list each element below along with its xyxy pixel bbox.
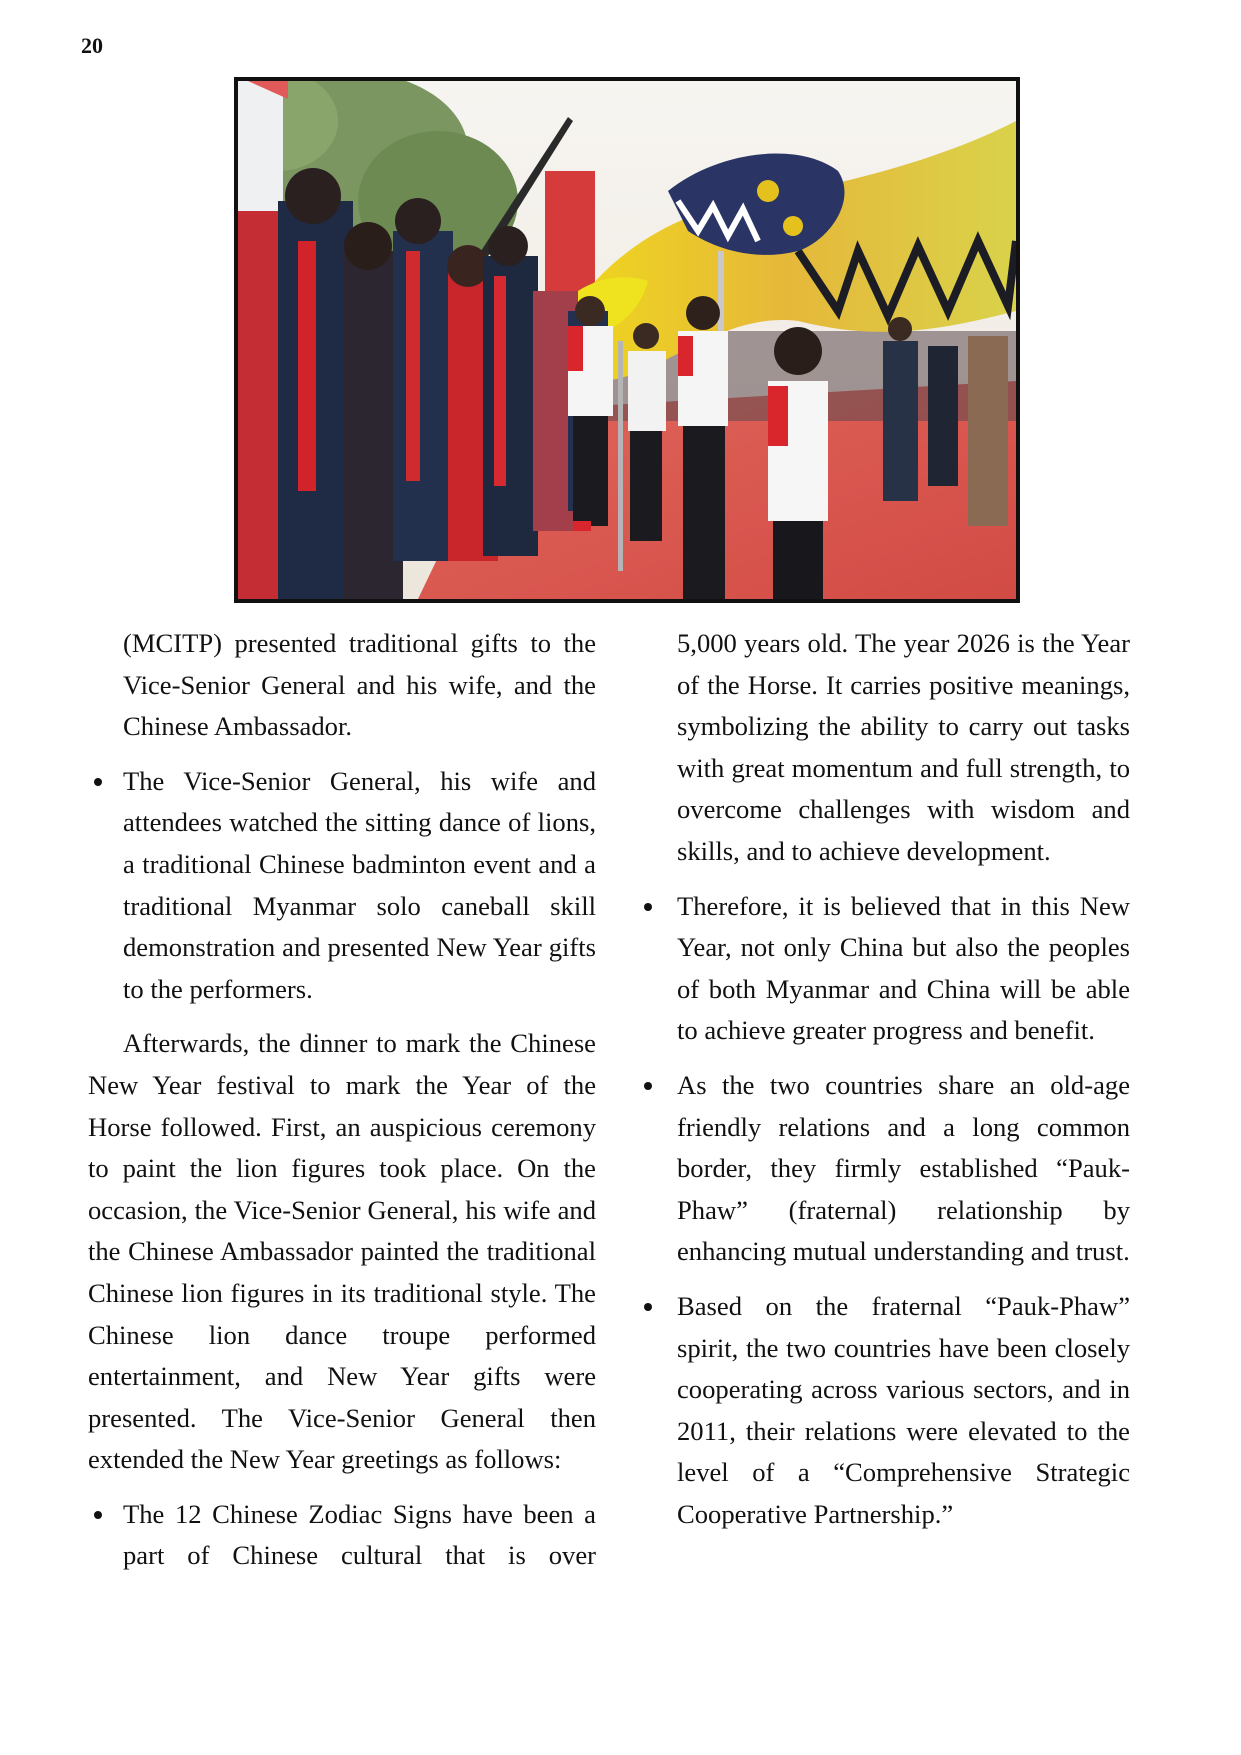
bullet-item: Therefore, it is believed that in this New Year, not only China but also the peoples of both Myanmar and China will be able to achieve greater progress and benefit. [640,886,1130,1052]
paragraph-continuation: 5,000 years old. The year 2026 is the Year of the Horse. It carries positive meanings, symbolizing the ability to carry out tasks with great momentum and full strength, to overcome challenges with wisdom and skills, and to achieve development. [677,628,1130,866]
dragon-dance-photo-illustration [238,81,1016,599]
bullet-item: The 12 Chinese Zodiac Signs have been a part of Chinese cultural that is over [88,1494,596,1577]
page-number: 20 [81,33,103,58]
event-photo [234,77,1020,603]
right-column [640,623,1130,1548]
bullet-item: The Vice-Senior General, his wife and attendees watched the sitting dance of lions, a traditional Chinese badminton event and a traditional Myanmar solo caneball skill demonstration and presented New Year gifts to the performers. [88,761,596,1011]
paragraph-continuation: (MCITP) presented traditional gifts to the Vice-Senior General and his wife, and the Chinese Ambassador. [123,628,596,742]
paragraph-afterwards: Afterwards, the dinner to mark the Chinese New Year festival to mark the Year of the Horse followed. First, an auspicious ceremony to paint the lion figures took place. On the occasion, the Vice-Senior General, his wife and the Chinese Ambassador painted the traditional Chinese lion figures in its traditional style. The Chinese lion dance troupe performed entertainment, and New Year gifts were presented. The Vice-Senior General then extended the New Year greetings as follows: [88,1028,596,1475]
bullet-item: Based on the fraternal “Pauk-Phaw” spirit, the two countries have been closely cooperating across various sectors, and in 2011, their relations were elevated to the level of a “Comprehensive Strategic Cooperative Partnership.” [640,1286,1130,1536]
left-column [88,623,596,1590]
bullet-item: As the two countries share an old-age friendly relations and a long common border, they firmly established “Pauk-Phaw” (fraternal) relationship by enhancing mutual understanding and trust. [640,1065,1130,1273]
